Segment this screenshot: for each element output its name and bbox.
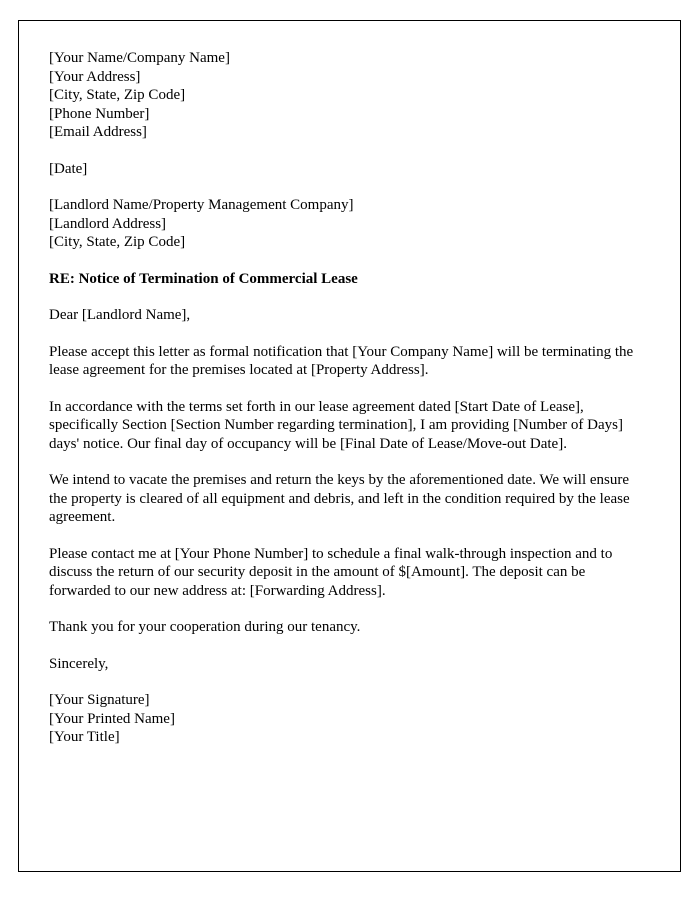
signature-block: [49, 691, 642, 747]
sender-phone-line: [Phone Number]: [49, 105, 150, 122]
sender-address-line: [Your Address]: [49, 68, 141, 85]
paragraph-contact: Please contact me at [Your Phone Number] to schedule a final walk-through inspection and to discuss the return of our security deposit in the amount of $[Amount]. The deposit can be forwarded to our new address at: [Forwarding Address].: [49, 545, 613, 599]
paragraph-vacate: We intend to vacate the premises and return the keys by the aforementioned date. We will ensure the property is cleared of all equipment and debris, and left in the condition required by the lease agreement.: [49, 472, 630, 525]
recipient-city-line: [City, State, Zip Code]: [49, 234, 186, 250]
date-line: [Date]: [49, 160, 88, 177]
letter-body: [19, 21, 680, 747]
sender-block: [49, 49, 642, 142]
sender-city-line: [City, State, Zip Code]: [49, 87, 186, 103]
page-border: [18, 20, 681, 872]
title-line: [Your Title]: [49, 729, 120, 745]
salutation: Dear [Landlord Name],: [49, 307, 191, 323]
subject-line: RE: Notice of Termination of Commercial Lease: [49, 270, 358, 287]
sender-email-line: [Email Address]: [49, 124, 147, 140]
printed-name-line: [Your Printed Name]: [49, 710, 175, 727]
recipient-name-line: [Landlord Name/Property Management Company]: [49, 197, 354, 213]
closing: Sincerely,: [49, 655, 109, 672]
recipient-address-line: [Landlord Address]: [49, 215, 167, 232]
paragraph-thanks: Thank you for your cooperation during our tenancy.: [49, 619, 361, 635]
paragraph-notification: Please accept this letter as formal notification that [Your Company Name] will be terminating the lease agreement for the premises located at [Property Address].: [49, 343, 634, 378]
signature-line: [Your Signature]: [49, 692, 150, 708]
recipient-block: [49, 196, 642, 252]
paragraph-terms: In accordance with the terms set forth in our lease agreement dated [Start Date of Lease], specifically Section [Section Number regarding termination], I am providing [Number of Days] days' notice. Our final day of occupancy will be [Final Date of Lease/Move-out Date].: [49, 398, 623, 452]
sender-name-line: [Your Name/Company Name]: [49, 50, 230, 66]
